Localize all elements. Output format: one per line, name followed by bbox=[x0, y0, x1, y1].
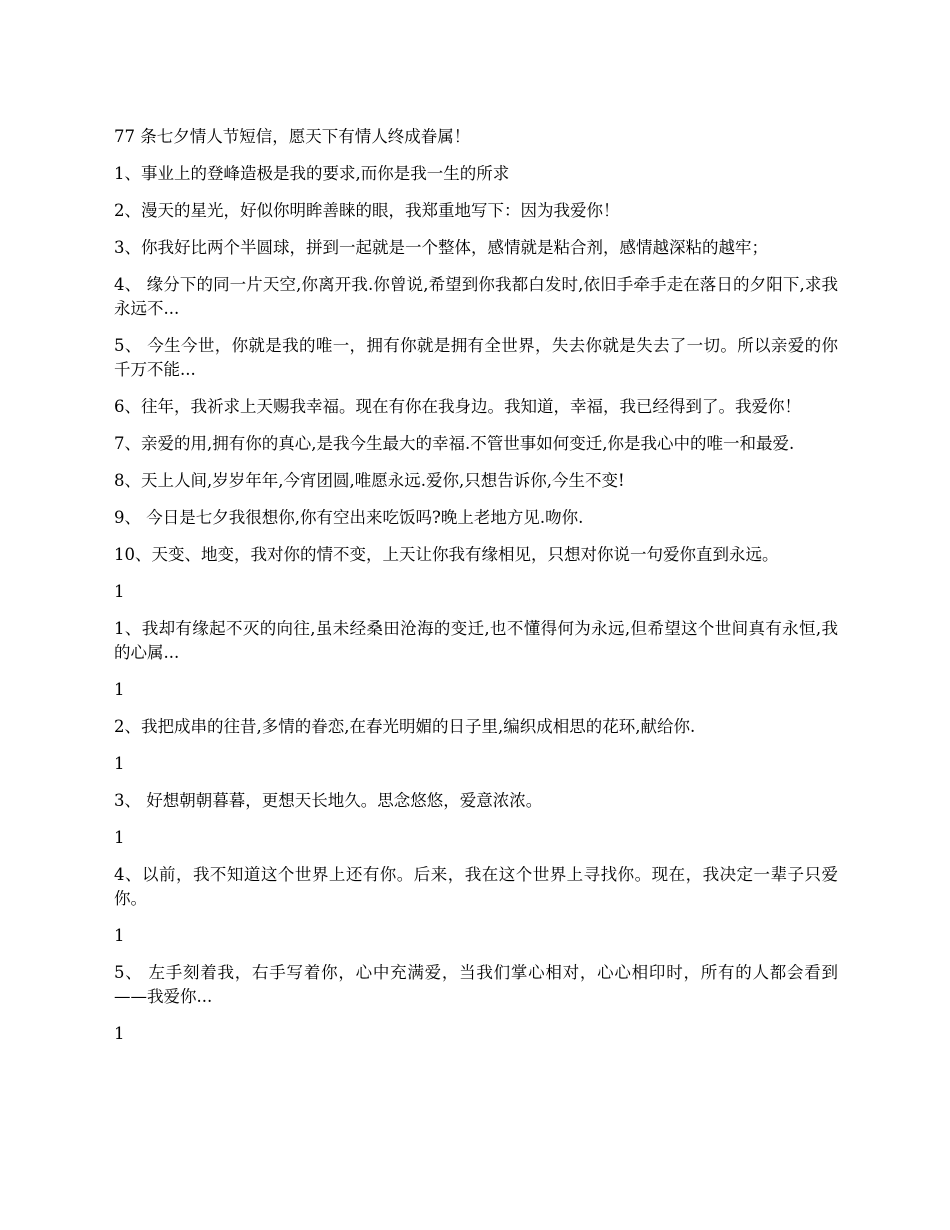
paragraph: 1 bbox=[114, 680, 125, 699]
paragraph: 5、 左手刻着我，右手写着你，心中充满爱，当我们掌心相对，心心相印时，所有的人都会看到——我爱你... bbox=[114, 963, 838, 1006]
paragraph: 5、 今生今世，你就是我的唯一，拥有你就是拥有全世界，失去你就是失去了一切。所以亲爱的你千万不能... bbox=[114, 336, 838, 379]
paragraph: 7、亲爱的用,拥有你的真心,是我今生最大的幸福.不管世事如何变迁,你是我心中的唯一和最爱. bbox=[114, 434, 795, 453]
paragraph: 6、往年，我祈求上天赐我幸福。现在有你在我身边。我知道，幸福，我已经得到了。我爱你！ bbox=[114, 397, 801, 416]
paragraph: 9、 今日是七夕我很想你,你有空出来吃饭吗?晚上老地方见.吻你. bbox=[114, 508, 584, 527]
paragraph: 2、我把成串的往昔,多情的眷恋,在春光明媚的日子里,编织成相思的花环,献给你. bbox=[114, 717, 696, 736]
document-body bbox=[114, 125, 838, 1059]
paragraph: 10、天变、地变，我对你的情不变，上天让你我有缘相见，只想对你说一句爱你直到永远。 bbox=[114, 545, 779, 564]
paragraph: 2、漫天的星光，好似你明眸善睐的眼，我郑重地写下：因为我爱你！ bbox=[114, 201, 620, 220]
paragraph: 8、天上人间,岁岁年年,今宵团圆,唯愿永远.爱你,只想告诉你,今生不变! bbox=[114, 471, 625, 490]
paragraph: 1 bbox=[114, 828, 125, 847]
paragraph: 1 bbox=[114, 926, 125, 945]
paragraph: 3、你我好比两个半圆球，拼到一起就是一个整体，感情就是粘合剂，感情越深粘的越牢； bbox=[114, 238, 768, 257]
paragraph: 1 bbox=[114, 1024, 125, 1043]
paragraph: 1 bbox=[114, 754, 125, 773]
paragraph: 1、事业上的登峰造极是我的要求,而你是我一生的所求 bbox=[114, 164, 510, 183]
document-title: 77 条七夕情人节短信，愿天下有情人终成眷属！ bbox=[114, 127, 471, 146]
paragraph: 3、 好想朝朝暮暮，更想天长地久。思念悠悠，爱意浓浓。 bbox=[114, 791, 543, 810]
paragraph: 1 bbox=[114, 582, 125, 601]
paragraph: 4、 缘分下的同一片天空,你离开我.你曾说,希望到你我都白发时,依旧手牵手走在落日的夕阳下,求我永远不... bbox=[114, 275, 838, 318]
paragraph: 1、我却有缘起不灭的向往,虽未经桑田沧海的变迁,也不懂得何为永远,但希望这个世间真有永恒,我的心属... bbox=[114, 619, 838, 662]
paragraph: 4、以前，我不知道这个世界上还有你。后来，我在这个世界上寻找你。现在，我决定一辈子只爱你。 bbox=[114, 865, 838, 908]
